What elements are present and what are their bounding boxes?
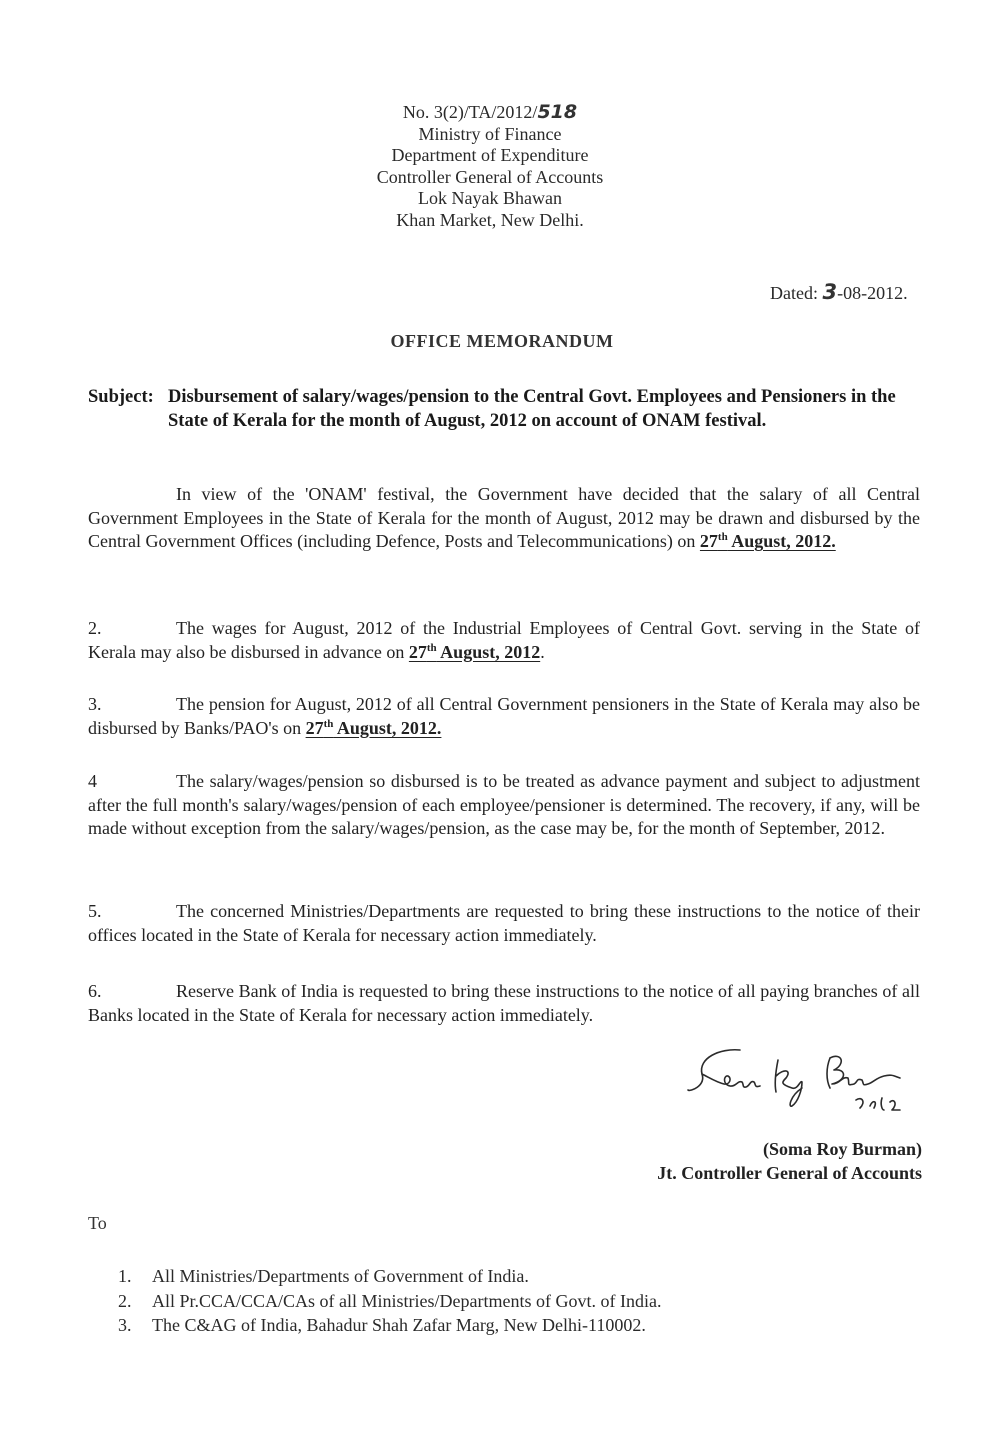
to-label: To	[88, 1213, 107, 1233]
list-item: 1. All Ministries/Departments of Government of India.	[118, 1266, 529, 1286]
handwritten-day: 3	[822, 280, 838, 304]
paragraph-3: 3. The pension for August, 2012 of all Central Government pensioners in the State of Kerala may also be disbursed by Banks/PAO's on 27th August, 2012.	[88, 694, 920, 738]
paragraph-number: 4	[88, 771, 97, 791]
ministry-name: Ministry of Finance	[418, 123, 562, 144]
subject-text: Disbursement of salary/wages/pension to the Central Govt. Employees and Pensioners in the State of Kerala for the month of August, 2012 on account of ONAM festival.	[168, 387, 896, 431]
memo-title: OFFICE MEMORANDUM	[390, 331, 614, 351]
paragraph-number: 3.	[88, 694, 102, 714]
subject-block	[88, 385, 924, 433]
department-name: Department of Expenditure	[391, 145, 589, 165]
list-item: 3. The C&AG of India, Bahadur Shah Zafar Marg, New Delhi-110002.	[118, 1315, 646, 1335]
effective-date: 27th August, 2012.	[305, 717, 442, 738]
signatory-designation: Jt. Controller General of Accounts	[657, 1163, 922, 1183]
signatory-block	[560, 1137, 922, 1185]
paragraph-4: 4 The salary/wages/pension so disbursed is to be treated as advance payment and subject to adjustment after the full month's salary/wages/pension of each employee/pensioner is determined. The recovery, if any, will be made without exception from the salary/wages/pension, as the case may be, for the month of September, 2012.	[88, 771, 920, 838]
effective-date: 27th August, 2012.	[699, 531, 836, 551]
reference-number: No. 3(2)/TA/2012/518	[402, 101, 578, 123]
subject-label: Subject:	[88, 387, 154, 407]
handwritten-ref-number: 518	[537, 101, 578, 123]
paragraph-number: 5.	[88, 901, 102, 921]
paragraph-1: In view of the 'ONAM' festival, the Government have decided that the salary of all Central Government Employees in the State of Kerala for the month of August, 2012 may be drawn and disbursed by the Central Government Offices (including Defence, Posts and Telecommunications) on 27th August, 2012.	[88, 484, 920, 551]
letterhead	[300, 102, 680, 231]
effective-date: 27th August, 2012	[408, 641, 541, 662]
signatory-name: (Soma Roy Burman)	[762, 1139, 922, 1159]
paragraph-5: 5. The concerned Ministries/Departments are requested to bring these instructions to the notice of their offices located in the State of Kerala for necessary action immediately.	[88, 901, 920, 945]
office-name: Controller General of Accounts	[376, 166, 604, 187]
paragraph-2: 2. The wages for August, 2012 of the Industrial Employees of Central Govt. serving in the State of Kerala may also be disbursed in advance on 27th August, 2012.	[88, 618, 920, 662]
list-item: 2. All Pr.CCA/CCA/CAs of all Ministries/Departments of Govt. of India.	[118, 1290, 662, 1311]
paragraph-number: 6.	[88, 981, 102, 1001]
memo-date: Dated: 3-08-2012.	[770, 280, 908, 304]
recipient-list	[118, 1264, 878, 1338]
building-name: Lok Nayak Bhawan	[418, 188, 562, 208]
office-location: Khan Market, New Delhi.	[396, 209, 584, 230]
paragraph-6: 6. Reserve Bank of India is requested to bring these instructions to the notice of all paying branches of all Banks located in the State of Kerala for necessary action immediately.	[88, 981, 920, 1025]
handwritten-signature	[680, 1040, 930, 1130]
paragraph-number: 2.	[88, 618, 102, 638]
